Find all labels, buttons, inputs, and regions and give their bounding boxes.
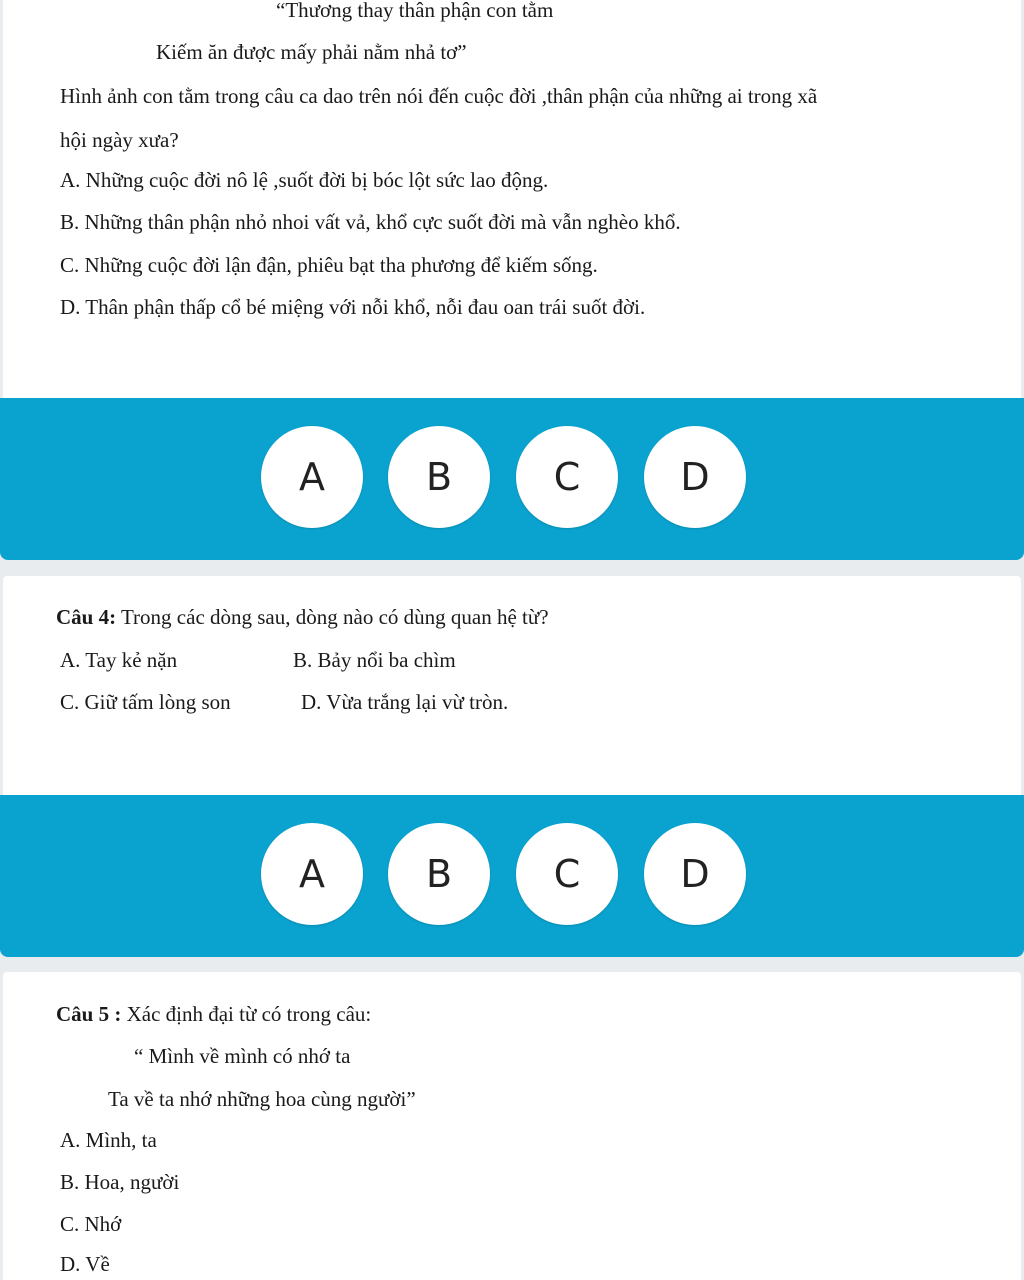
question-5-card (3, 972, 1021, 1280)
answer-b-button[interactable]: B (388, 426, 490, 528)
q4-question (56, 605, 549, 630)
q4-text: Trong các dòng sau, dòng nào có dùng quan hệ từ? (120, 605, 549, 629)
question-3-card (3, 0, 1021, 398)
q4-option-a: A. Tay kẻ nặn (60, 648, 178, 672)
answer-c-button[interactable]: C (516, 426, 618, 528)
answer-d-button[interactable]: D (644, 426, 746, 528)
question-4-card (3, 576, 1021, 795)
q5-option-a: A. Mình, ta (60, 1128, 157, 1152)
q5-question (56, 1002, 371, 1027)
q3-option-d: D. Thân phận thấp cổ bé miệng với nỗi khổ, nỗi đau oan trái suốt đời. (60, 295, 646, 319)
answer-a-button[interactable]: A (261, 426, 363, 528)
q3-option-c: C. Những cuộc đời lận đận, phiêu bạt tha phương để kiếm sống. (60, 253, 598, 277)
q3-poem-line-2: Kiếm ăn được mấy phải nằm nhả tơ” (156, 40, 467, 64)
q5-poem-line-1: “ Mình về mình có nhớ ta (134, 1044, 351, 1068)
q3-question-line-1: Hình ảnh con tằm trong câu ca dao trên nói đến cuộc đời ,thân phận của những ai trong xã (60, 84, 818, 108)
q5-text: Xác định đại từ có trong câu: (126, 1002, 372, 1026)
q3-question-line-2: hội ngày xưa? (60, 128, 179, 152)
q5-option-c: C. Nhớ (60, 1212, 122, 1236)
q4-label: Câu 4: (56, 605, 117, 629)
answer-bar-1 (0, 398, 1024, 560)
q4-option-b: B. Bảy nổi ba chìm (293, 648, 456, 672)
q3-option-b: B. Những thân phận nhỏ nhoi vất vả, khổ cực suốt đời mà vẫn nghèo khổ. (60, 210, 681, 234)
q3-option-a: A. Những cuộc đời nô lệ ,suốt đời bị bóc lột sức lao động. (60, 168, 549, 192)
answer-bar-2 (0, 795, 1024, 957)
q5-poem-line-2: Ta về ta nhớ những hoa cùng người” (108, 1087, 416, 1111)
q4-option-d: D. Vừa trắng lại vừ tròn. (301, 690, 509, 714)
answer-c-button[interactable]: C (516, 823, 618, 925)
q5-option-b: B. Hoa, người (60, 1170, 180, 1194)
answer-a-button[interactable]: A (261, 823, 363, 925)
q5-label: Câu 5 : (56, 1002, 122, 1026)
q5-option-d: D. Về (60, 1252, 110, 1276)
answer-d-button[interactable]: D (644, 823, 746, 925)
answer-b-button[interactable]: B (388, 823, 490, 925)
q4-option-c: C. Giữ tấm lòng son (60, 690, 231, 714)
q3-poem-line-1: “Thương thay thân phận con tằm (276, 0, 554, 22)
